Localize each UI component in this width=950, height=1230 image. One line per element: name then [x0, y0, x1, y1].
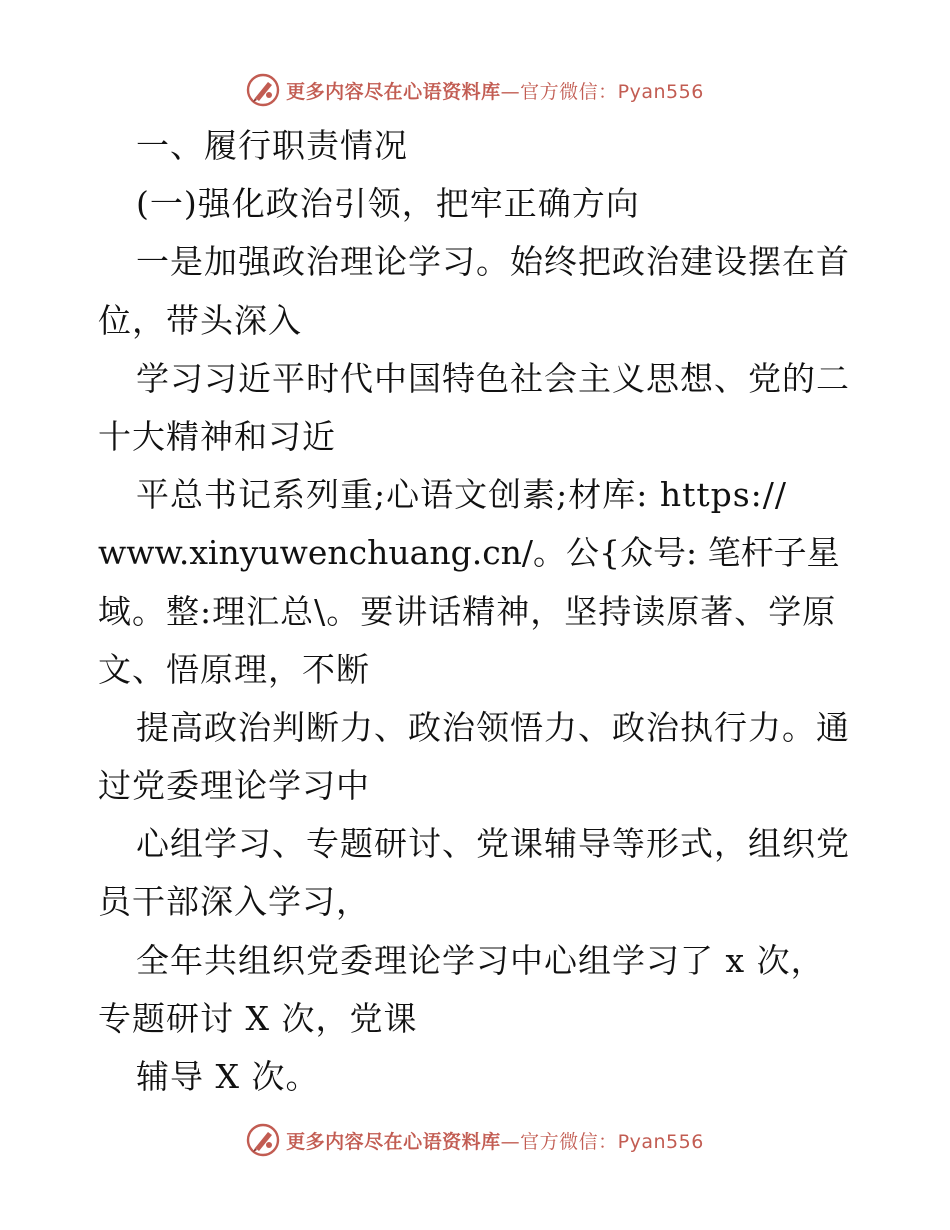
- paragraph-line: 十大精神和习近: [98, 416, 336, 456]
- paragraph-line: 心组学习、专题研讨、党课辅导等形式，组织党: [136, 824, 850, 864]
- subsection-heading: (一)强化政治引领，把牢正确方向: [136, 184, 640, 224]
- paragraph-line: 辅导 X 次。: [136, 1057, 320, 1096]
- paragraph-line: 一是加强政治理论学习。始终把政治建设摆在首: [136, 242, 850, 282]
- paragraph-line: 学习习近平时代中国特色社会主义思想、党的二: [136, 358, 850, 398]
- footer-banner: [0, 1120, 950, 1160]
- pen-logo-icon: [246, 73, 280, 107]
- paragraph-line: 全年共组织党委理论学习中心组学习了 x 次，: [136, 940, 825, 980]
- paragraph-line: 位，带头深入: [98, 300, 302, 340]
- header-banner: [0, 70, 950, 110]
- header-text: 更多内容尽在心语资料库—官方微信：Pyan556: [286, 80, 704, 103]
- paragraph-line: 域。整:理汇总\。要讲话精神，坚持读原著、学原: [98, 591, 837, 631]
- paragraph-line: www.xinyuwenchuang.cn/。公{众号: 笔杆子星: [98, 533, 840, 573]
- paragraph-line: 过党委理论学习中: [98, 766, 370, 806]
- paragraph-line: 平总书记系列重;心语文创素;材库: https://: [136, 475, 788, 515]
- paragraph-line: 文、悟原理，不断: [98, 649, 370, 689]
- footer-text: 更多内容尽在心语资料库—官方微信：Pyan556: [286, 1130, 704, 1153]
- paragraph-line: 专题研讨 X 次，党课: [98, 998, 418, 1038]
- section-heading: 一、履行职责情况: [136, 126, 408, 165]
- document-body: [98, 117, 858, 1106]
- paragraph-line: 员干部深入学习，: [98, 882, 370, 922]
- paragraph-line: 提高政治判断力、政治领悟力、政治执行力。通: [136, 707, 850, 747]
- pen-logo-icon: [246, 1123, 280, 1157]
